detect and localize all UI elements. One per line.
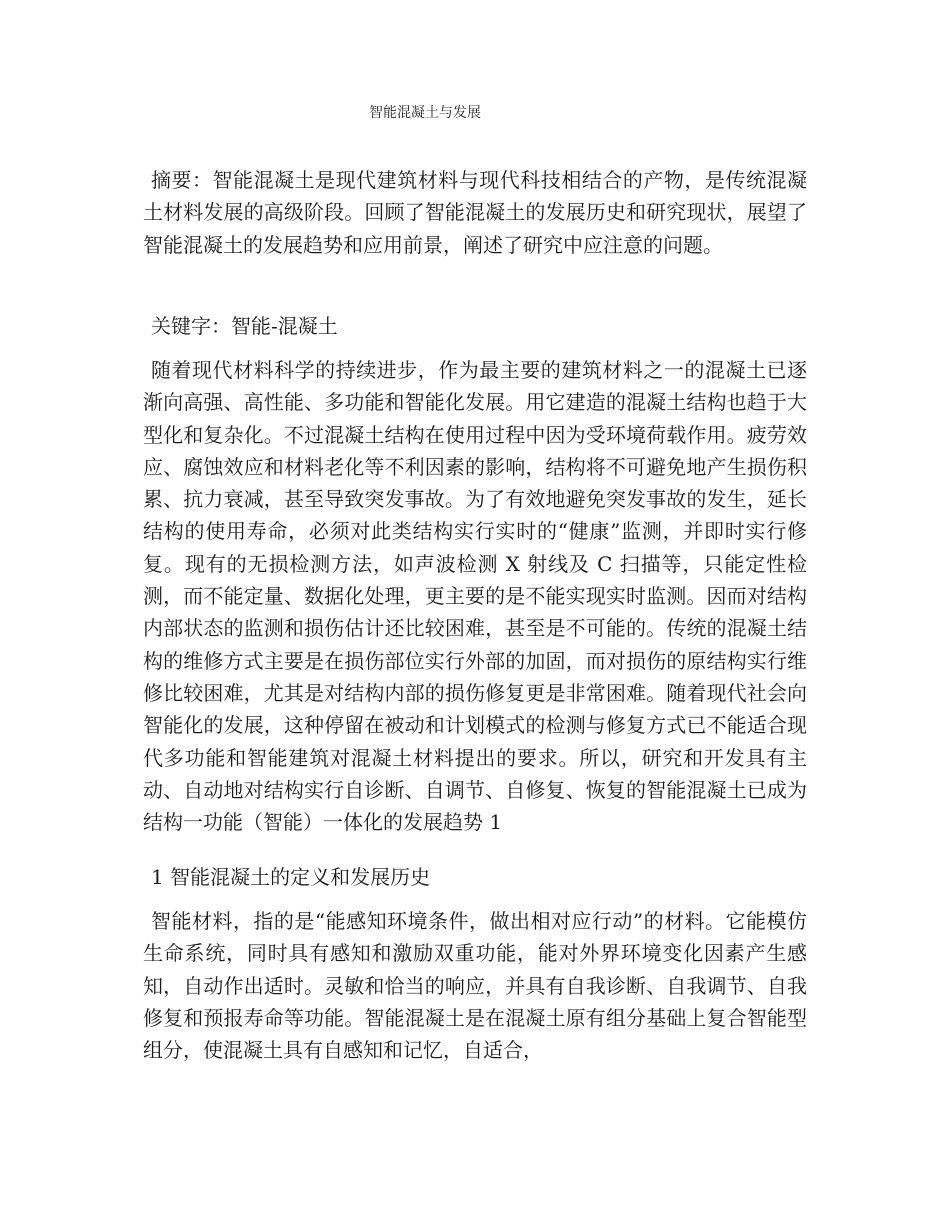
abstract-section [143, 164, 807, 261]
section1-heading: 1 智能混凝土的定义和发展历史 [151, 865, 431, 889]
section-heading [143, 861, 807, 893]
intro-paragraph: 随着现代材料科学的持续进步，作为最主要的建筑材料之一的混凝土已逐渐向高强、高性能、多功能和智能化发展。用它建造的混凝土结构也趋于大型化和复杂化。不过混凝土结构在使用过程中因为受环境荷载作用。疲劳效应、腐蚀效应和材料老化等不利因素的影响，结构将不可避免地产生损伤积累、抗力衰减，甚至导致突发事故。为了有效地避免突发事故的发生，延长结构的使用寿命，必须对此类结构实行实时的“健康”监测，并即时实行修复。现有的无损检测方法，如声波检测 X 射线及 C 扫描等，只能定性检测，而不能定量、数据化处理，更主要的是不能实现实时监测。因而对结构内部状态的监测和损伤估计还比较困难，甚至是不可能的。传统的混凝土结构的维修方式主要是在损伤部位实行外部的加固，而对损伤的原结构实行维修比较困难，尤其是对结构内部的损伤修复更是非常困难。随着现代社会向智能化的发展，这种停留在被动和计划模式的检测与修复方式已不能适合现代多功能和智能建筑对混凝土材料提出的要求。所以，研究和开发具有主动、自动地对结构实行自诊断、自调节、自修复、恢复的智能混凝土已成为结构一功能（智能）一体化的发展趋势 1 [143, 358, 807, 835]
keywords-line: 关键字：智能-混凝土 [151, 314, 338, 338]
abstract-paragraph: 摘要：智能混凝土是现代建筑材料与现代科技相结合的产物，是传统混凝土材料发展的高级阶段。回顾了智能混凝土的发展历史和研究现状，展望了智能混凝土的发展趋势和应用前景，阐述了研究中应注意的问题。 [143, 168, 807, 257]
keywords-section [143, 310, 807, 342]
document-title: 智能混凝土与发展 [369, 105, 481, 121]
intro-section [143, 354, 807, 838]
section1-body [143, 905, 807, 1066]
section1-paragraph: 智能材料，指的是“能感知环境条件，做出相对应行动”的材料。它能模仿生命系统，同时具有感知和激励双重功能，能对外界环境变化因素产生感知，自动作出适时。灵敏和恰当的响应，并具有自我诊断、自我调节、自我修复和预报寿命等功能。智能混凝土是在混凝土原有组分基础上复合智能型组分，使混凝土具有自感知和记忆，自适合， [143, 909, 807, 1063]
